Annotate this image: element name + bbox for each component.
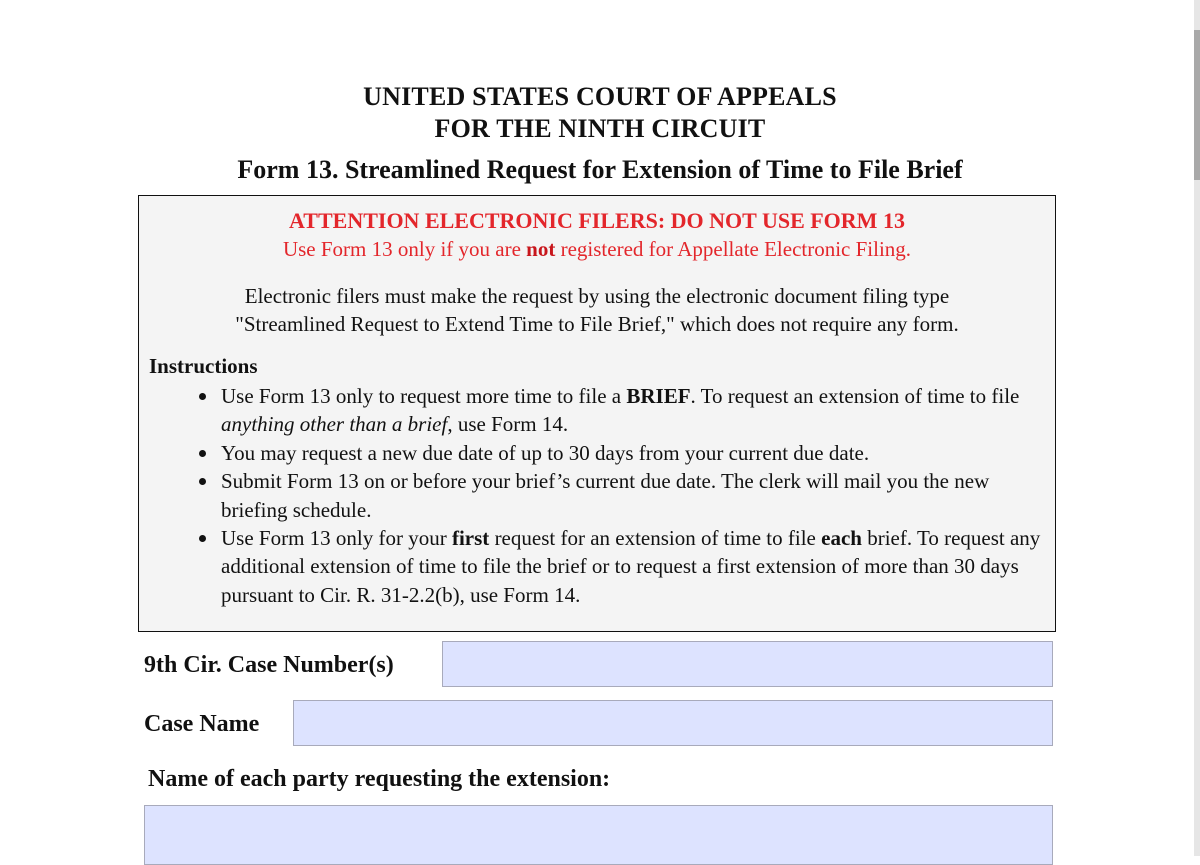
instruction-text: You may request a new due date of up to 30 days from your current due date. (221, 440, 870, 465)
efile-line-2: "Streamlined Request to Extend Time to File Brief," which does not require any form. (235, 312, 959, 336)
instructions-list (197, 382, 1047, 609)
attention-text-emphasis: not (526, 237, 556, 261)
instruction-item (197, 439, 1047, 467)
electronic-filers-paragraph (139, 282, 1055, 338)
case-number-input[interactable] (442, 641, 1053, 687)
instruction-emphasis: BRIEF (626, 384, 691, 408)
case-number-label: 9th Cir. Case Number(s) (144, 652, 394, 678)
instruction-text: , use Form 14. (447, 412, 569, 437)
requesting-parties-label: Name of each party requesting the extension: (148, 766, 611, 792)
instruction-emphasis: each (821, 526, 862, 551)
instruction-text: Use Form 13 only to request more time to file a (221, 384, 627, 408)
requesting-parties-input[interactable] (144, 805, 1053, 865)
attention-subline (139, 237, 1055, 262)
efile-line-1: Electronic filers must make the request by using the electronic document filing type (244, 284, 950, 308)
case-name-label: Case Name (144, 711, 260, 737)
attention-title: ATTENTION ELECTRONIC FILERS: DO NOT USE FORM 13 (289, 208, 905, 233)
attention-text-pre: Use Form 13 only if you are (282, 237, 527, 261)
instruction-text: . To request an extension of time to file (690, 384, 1020, 408)
instruction-text: Use Form 13 only for your (221, 526, 452, 551)
instruction-item (197, 524, 1047, 609)
court-name-line-1: UNITED STATES COURT OF APPEALS (363, 82, 837, 111)
instruction-emphasis: first (451, 526, 490, 551)
instruction-text: request for an extension of time to file (489, 526, 822, 551)
case-name-input[interactable] (293, 700, 1053, 746)
attention-notice-box (138, 195, 1056, 632)
instruction-item (197, 382, 1047, 439)
instruction-item (197, 467, 1047, 524)
instruction-text: brief. To request any additional extension of time to file the brief or to request a first extension of more than 30 days pursuant to Cir. R. 31-2.2(b), use Form 14. (221, 526, 1041, 607)
attention-text-post: registered for Appellate Electronic Filing. (555, 237, 912, 261)
court-name-line-2: FOR THE NINTH CIRCUIT (434, 114, 766, 143)
instruction-text: Submit Form 13 on or before your brief’s current due date. The clerk will mail you the new briefing schedule. (221, 469, 990, 522)
instructions-heading: Instructions (149, 354, 258, 378)
instruction-italic: anything other than a brief (221, 412, 448, 437)
form-title: Form 13. Streamlined Request for Extension of Time to File Brief (237, 155, 963, 184)
